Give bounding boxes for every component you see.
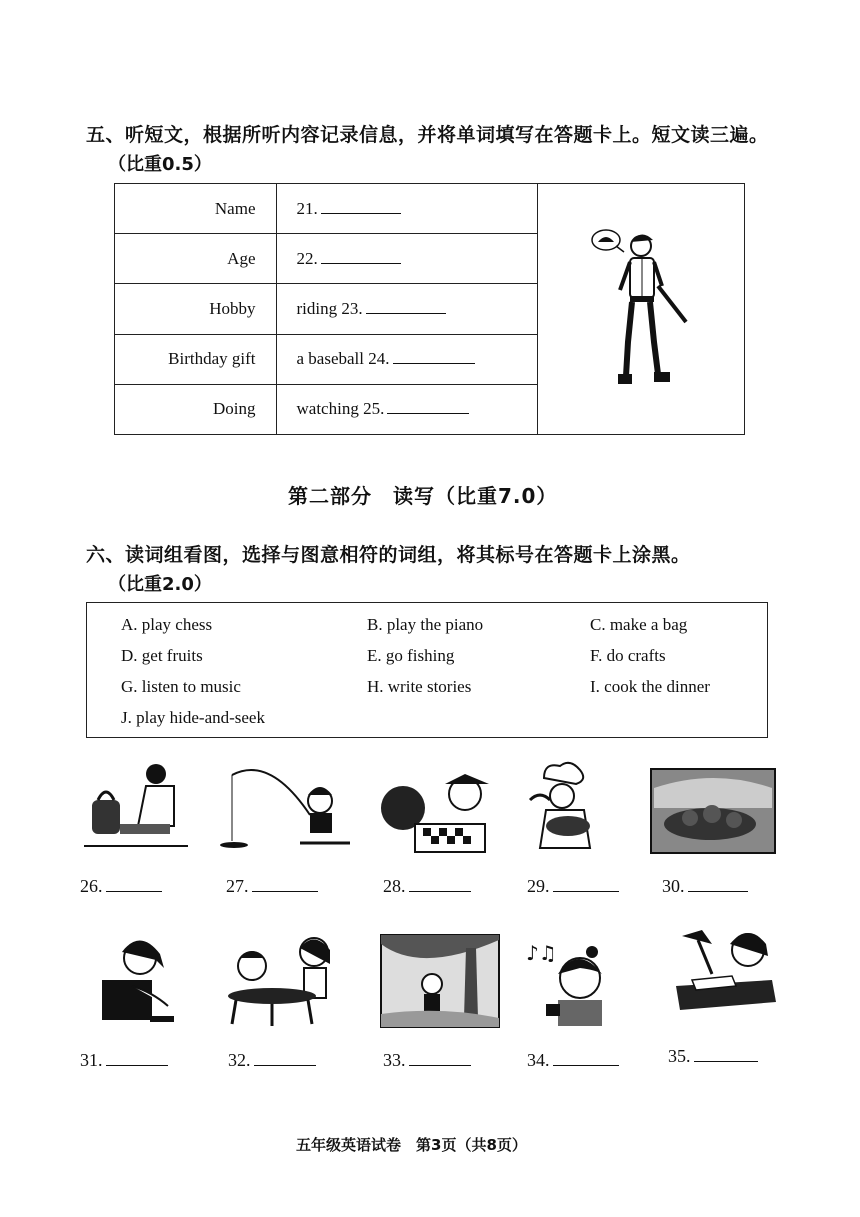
question-28: 28. bbox=[383, 876, 471, 897]
option-b: B. play the piano bbox=[367, 615, 484, 634]
row-value: 21. bbox=[296, 198, 318, 218]
page-footer: 五年级英语试卷 第3页（共8页） bbox=[296, 1136, 527, 1154]
section6-heading: 六、读词组看图，选择与图意相符的词组，将其标号在答题卡上涂黑。 bbox=[86, 544, 691, 566]
baseball-player-picture bbox=[537, 184, 744, 435]
row-value: a baseball 24. bbox=[296, 349, 390, 369]
cooking-picture bbox=[520, 760, 610, 856]
option-i: I. cook the dinner bbox=[590, 677, 710, 696]
making-bag-picture bbox=[80, 760, 192, 856]
answer-blank bbox=[321, 199, 401, 214]
table-row bbox=[115, 184, 745, 234]
question-31: 31. bbox=[80, 1050, 168, 1071]
question-29: 29. bbox=[527, 876, 619, 897]
option-a: A. play chess bbox=[121, 615, 213, 634]
playing-piano-picture bbox=[92, 936, 192, 1030]
question-32: 32. bbox=[228, 1050, 316, 1071]
row-label: Name bbox=[115, 184, 277, 234]
option-f: F. do crafts bbox=[590, 646, 666, 665]
row-value: 22. bbox=[296, 248, 318, 268]
question-33: 33. bbox=[383, 1050, 471, 1071]
doing-crafts-picture bbox=[222, 934, 340, 1028]
row-value-cell bbox=[276, 384, 537, 434]
row-label: Age bbox=[115, 234, 277, 284]
writing-stories-picture bbox=[668, 926, 780, 1018]
section5-weight: （比重0.5） bbox=[108, 154, 212, 175]
row-value: riding 23. bbox=[296, 298, 363, 318]
option-h: H. write stories bbox=[367, 677, 472, 696]
baseball-player-icon bbox=[586, 222, 696, 392]
row-value-cell bbox=[276, 334, 537, 384]
hide-and-seek-picture bbox=[380, 934, 500, 1028]
answer-blank bbox=[387, 399, 469, 414]
row-label: Birthday gift bbox=[115, 334, 277, 384]
fruits-picture bbox=[650, 768, 776, 854]
listening-music-picture bbox=[522, 934, 612, 1030]
question-27: 27. bbox=[226, 876, 318, 897]
option-d: D. get fruits bbox=[121, 646, 203, 665]
question-35: 35. bbox=[668, 1046, 758, 1067]
option-e: E. go fishing bbox=[367, 646, 455, 665]
playing-chess-picture bbox=[375, 768, 500, 856]
answer-blank bbox=[366, 299, 446, 314]
answer-blank bbox=[393, 349, 475, 364]
section5-heading: 五、听短文，根据所听内容记录信息，并将单词填写在答题卡上。短文读三遍。 bbox=[86, 124, 769, 146]
row-value-cell bbox=[276, 284, 537, 334]
question-26: 26. bbox=[80, 876, 162, 897]
row-value: watching 25. bbox=[296, 399, 385, 419]
svg-text:♪♫: ♪♫ bbox=[526, 941, 557, 965]
row-label: Hobby bbox=[115, 284, 277, 334]
fishing-picture bbox=[210, 765, 350, 857]
question-34: 34. bbox=[527, 1050, 619, 1071]
row-label: Doing bbox=[115, 384, 277, 434]
question-30: 30. bbox=[662, 876, 748, 897]
row-value-cell bbox=[276, 184, 537, 234]
row-value-cell bbox=[276, 234, 537, 284]
option-j: J. play hide-and-seek bbox=[121, 708, 265, 727]
info-table bbox=[114, 183, 745, 435]
option-g: G. listen to music bbox=[121, 677, 241, 696]
part2-title: 第二部分 读写（比重7.0） bbox=[288, 484, 558, 508]
option-c: C. make a bag bbox=[590, 615, 688, 634]
answer-blank bbox=[321, 249, 401, 264]
options-box bbox=[86, 602, 768, 738]
section6-weight: （比重2.0） bbox=[108, 574, 212, 595]
